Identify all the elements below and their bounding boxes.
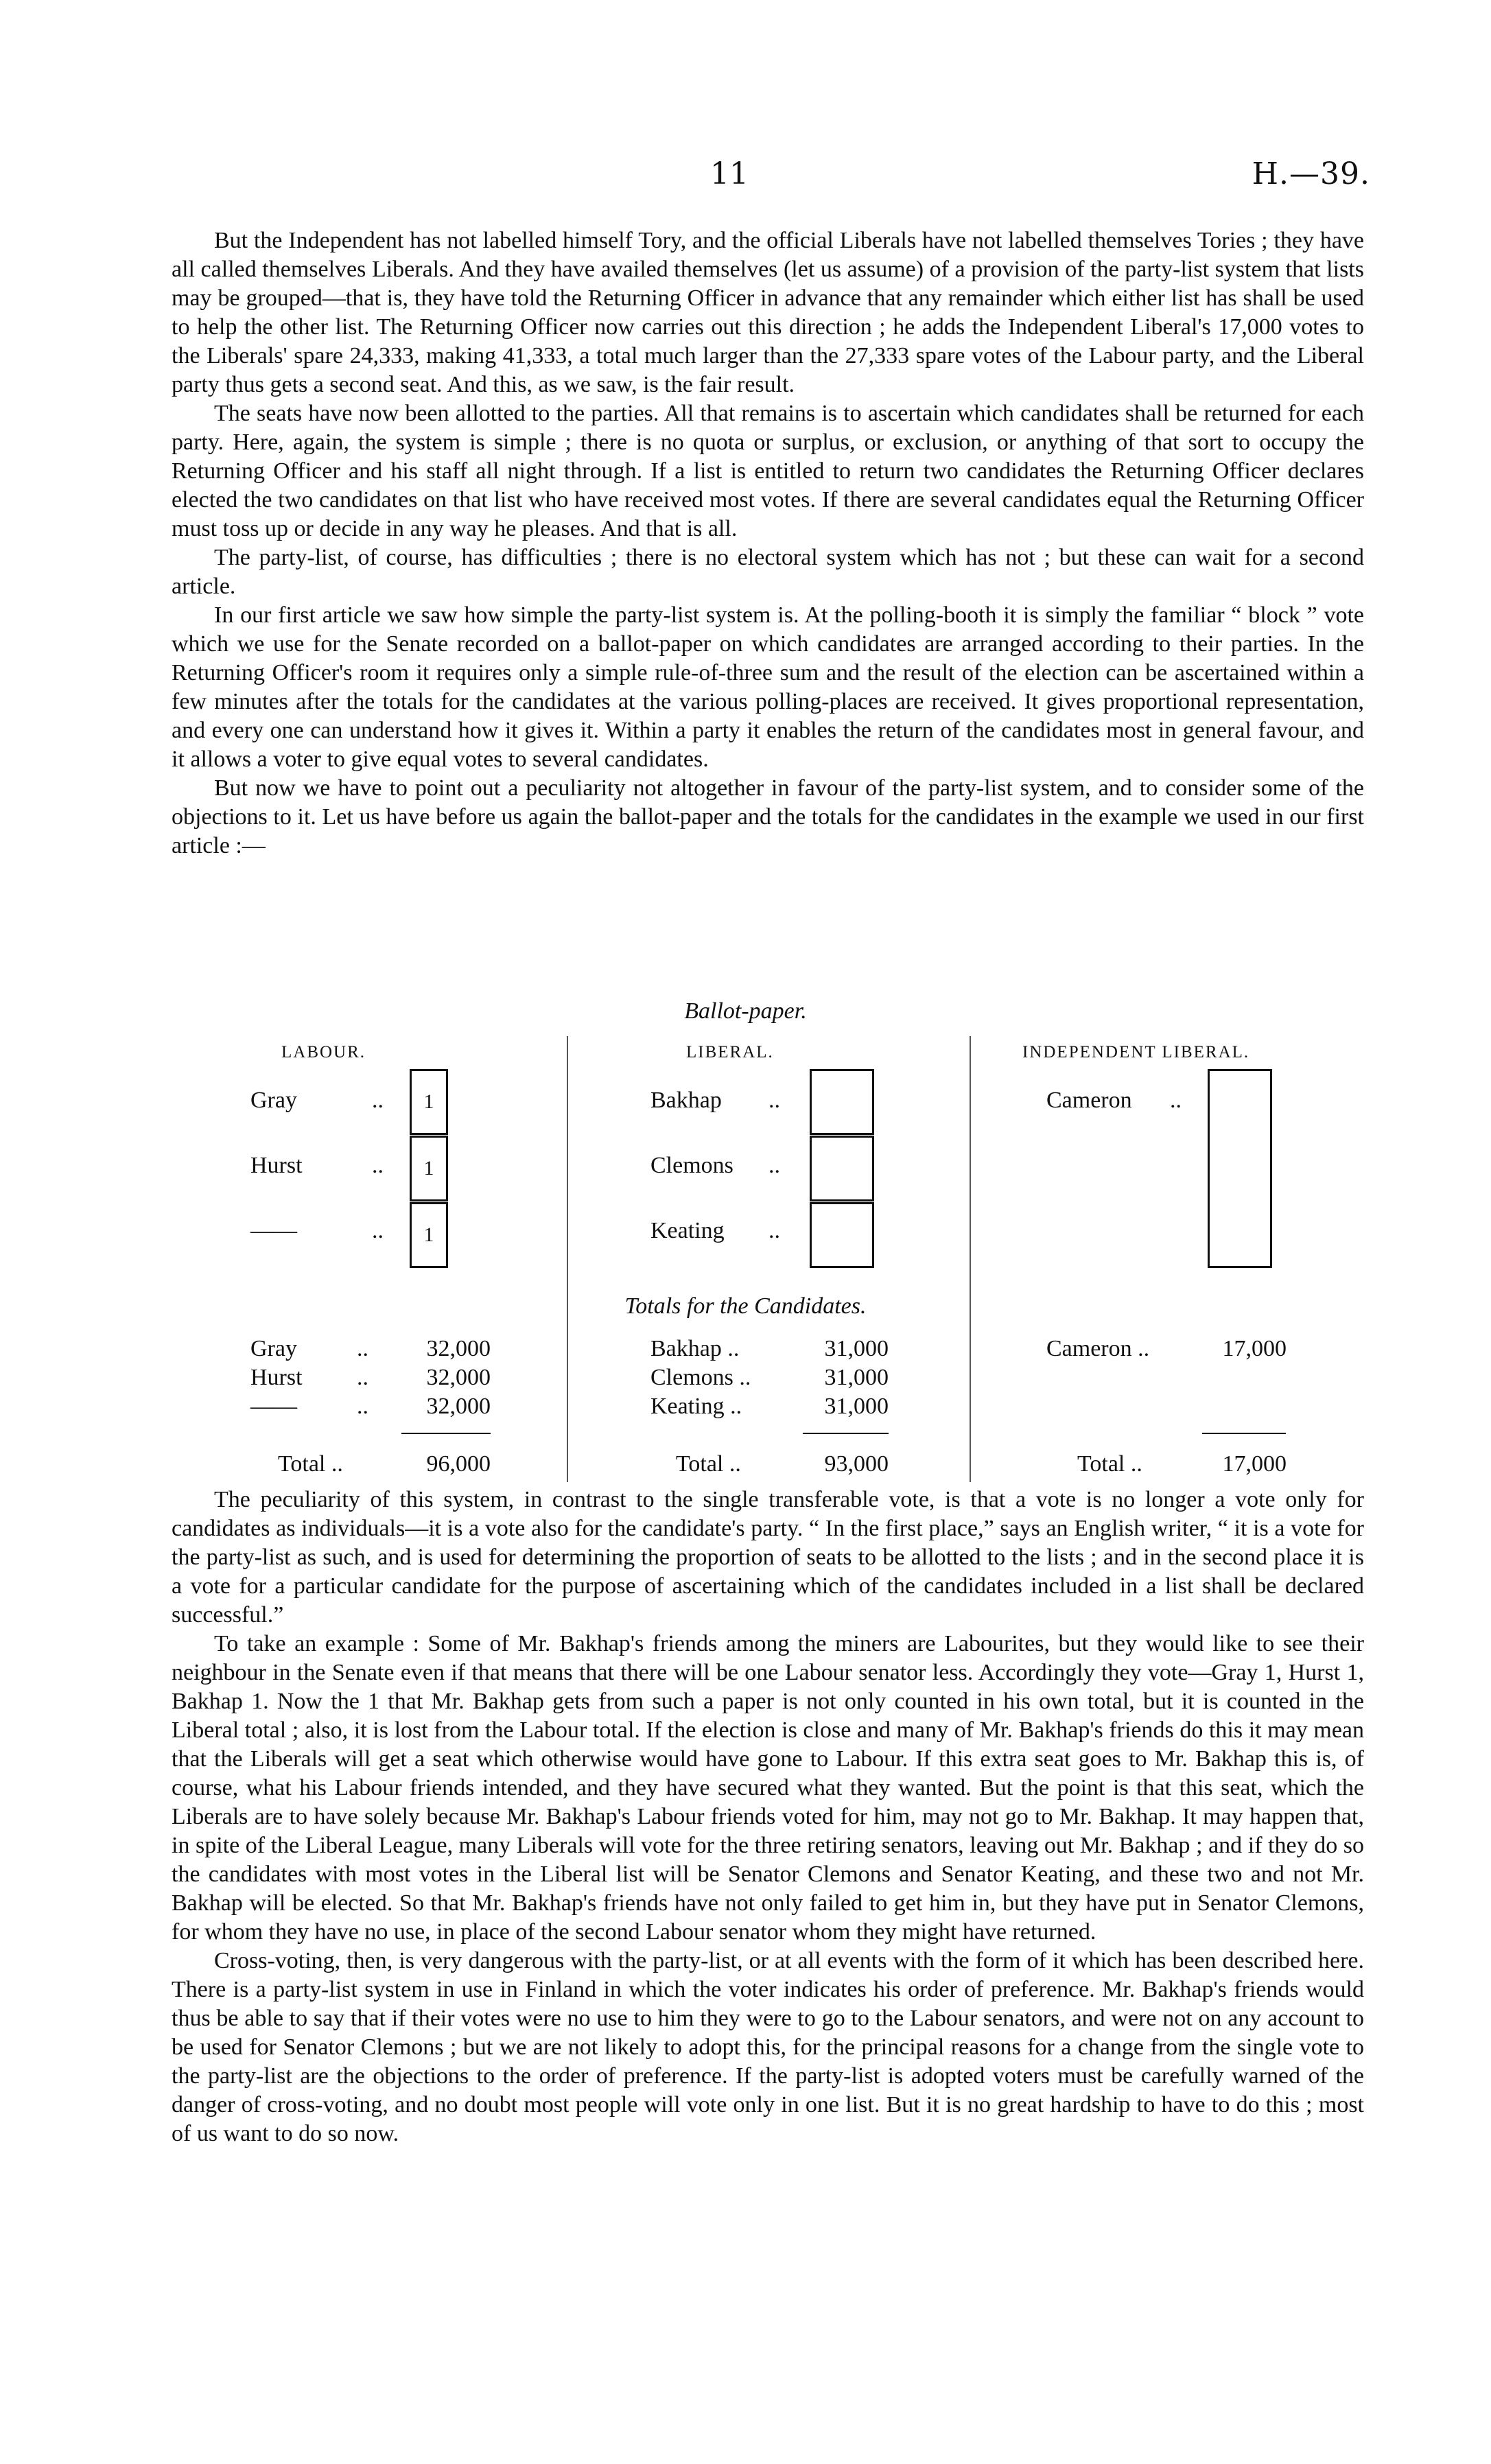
vote-box (810, 1069, 874, 1135)
leader-dots: .. (357, 1365, 368, 1390)
body-text-before-ballot (172, 226, 1364, 860)
leader-dots: .. (372, 1218, 384, 1243)
leader-dots: .. (357, 1394, 368, 1419)
paragraph: But the Independent has not labelled himself Tory, and the official Liberals have not labelled themselves Tories ; they have all called themselves Liberals. And they have availed themselves (let us assume) of a provision of the party-list system that lists may be grouped—that is, they have told the Returning Officer in advance that any remainder which either list has shall be used to help the other list. The Returning Officer now carries out this direction ; he adds the Independent Liberal's 17,000 votes to the Liberals' spare 24,333, making 41,333, a total much larger than the 27,333 spare votes of the Labour party, and the Liberal party thus gets a second seat. And this, as we saw, is the fair result. (172, 228, 1364, 397)
ballot-paper-heading: Ballot-paper. (684, 998, 807, 1024)
total-rule (401, 1433, 491, 1434)
vote-box (810, 1202, 874, 1268)
paragraph: Cross-voting, then, is very dangerous with the party-list, or at all events with the form of it which has been described here. There is a party-list system in use in Finland in which the voter indicates his order of preference. Mr. Bakhap's friends would thus be able to say that if their votes were no use to him they were to go to the Labour senators, and were not on any account to be used for Senator Clemons ; but we are not likely to adopt this, for the principal reasons for a change from the single vote to the party-list are the objections to the order of preference. If the party-list is adopted voters must be carefully warned of the danger of cross-voting, and no doubt most people will vote only in one list. But it is no great hardship to have to do this ; most of us want to do so now. (172, 1948, 1364, 2146)
totals-votes: 31,000 (824, 1336, 889, 1361)
total-label: Total .. (1077, 1451, 1142, 1477)
totals-candidate-name: Keating .. (650, 1394, 742, 1419)
ballot-candidate-name: Clemons (650, 1153, 733, 1178)
vote-box (410, 1069, 448, 1135)
leader-dots: .. (1170, 1088, 1182, 1113)
ballot-candidate-name: Bakhap (650, 1088, 722, 1113)
paragraph: The party-list, of course, has difficulties ; there is no electoral system which has not ; but these can wait for a second article. (172, 545, 1364, 599)
total-value: 96,000 (426, 1451, 491, 1477)
page-number: 11 (710, 156, 749, 191)
totals-votes: 32,000 (426, 1336, 491, 1361)
totals-candidate-name: Hurst (250, 1365, 303, 1390)
totals-candidate-name: Gray (250, 1336, 297, 1361)
leader-dots: .. (372, 1153, 384, 1178)
independent-column-heading: INDEPENDENT LIBERAL. (1022, 1043, 1250, 1061)
leader-dots: .. (372, 1088, 384, 1113)
vote-mark: 1 (423, 1090, 434, 1113)
ballot-candidate-name: —— (250, 1218, 297, 1243)
vote-box (810, 1136, 874, 1201)
totals-candidate-name: Clemons .. (650, 1365, 751, 1390)
vote-box (410, 1136, 448, 1201)
document-reference: H.—39. (1252, 156, 1370, 191)
column-divider (567, 1036, 568, 1482)
paragraph: The seats have now been allotted to the parties. All that remains is to ascertain which candidates shall be returned for each party. Here, again, the system is simple ; there is no quota or surplus, or exclusion, or anything of that sort to occupy the Returning Officer and his staff all night through. If a list is entitled to return two candidates the Returning Officer declares elected the two candidates on that list who have received most votes. If there are several candidates equal the Returning Officer must toss up or decide in any way he pleases. And that is all. (172, 401, 1364, 541)
liberal-column-heading: LIBERAL. (686, 1043, 774, 1061)
total-rule (1202, 1433, 1286, 1434)
totals-votes: 32,000 (426, 1394, 491, 1419)
body-text-after-ballot (172, 1486, 1364, 2148)
totals-votes: 32,000 (426, 1365, 491, 1390)
paragraph: In our first article we saw how simple the party-list system is. At the polling-booth it is simply the familiar “ block ” vote which we use for the Senate recorded on a ballot-paper on which candidates are arranged according to their parties. In the Returning Officer's room it requires only a simple rule-of-three sum and the result of the election can be ascertained within a few minutes after the totals for the candidates at the various polling-places are received. It gives proportional representation, and every one can understand how it gives it. Within a party it enables the return of the candidates most in general favour, and it allows a voter to give equal votes to several candidates. (172, 602, 1364, 772)
paragraph: But now we have to point out a peculiarity not altogether in favour of the party-list system, and to consider some of the objections to it. Let us have before us again the ballot-paper and the totals for the candidates in the example we used in our first article :— (172, 775, 1364, 858)
totals-votes: 31,000 (824, 1394, 889, 1419)
ballot-candidate-name: Gray (250, 1088, 297, 1113)
leader-dots: .. (768, 1088, 780, 1113)
ballot-candidate-name: Hurst (250, 1153, 303, 1178)
ballot-candidate-name: Keating (650, 1218, 725, 1243)
total-label: Total .. (676, 1451, 741, 1477)
total-rule (803, 1433, 889, 1434)
totals-votes: 31,000 (824, 1365, 889, 1390)
vote-mark: 1 (423, 1157, 434, 1180)
totals-candidate-name: Cameron .. (1046, 1336, 1150, 1361)
leader-dots: .. (768, 1218, 780, 1243)
total-label: Total .. (278, 1451, 343, 1477)
totals-votes: 17,000 (1222, 1336, 1287, 1361)
totals-candidate-name: —— (250, 1394, 297, 1419)
paragraph: The peculiarity of this system, in contrast to the single transferable vote, is that a vote is no longer a vote only for candidates as individuals—it is a vote also for the candidate's party. “ In the first place,” says an English writer, “ it is a vote for the party-list as such, and is used for determining the proportion of seats to be allotted to the lists ; and in the second place it is a vote for a particular candidate for the purpose of ascertaining which of the candidates included in a list shall be declared successful.” (172, 1487, 1364, 1628)
vote-mark: 1 (423, 1223, 434, 1246)
ballot-candidate-name: Cameron (1046, 1088, 1132, 1113)
labour-column-heading: LABOUR. (281, 1043, 366, 1061)
vote-box (1208, 1069, 1272, 1268)
vote-box (410, 1202, 448, 1268)
total-value: 93,000 (824, 1451, 889, 1477)
leader-dots: .. (768, 1153, 780, 1178)
column-divider (970, 1036, 971, 1482)
totals-candidate-name: Bakhap .. (650, 1336, 740, 1361)
paragraph: To take an example : Some of Mr. Bakhap's friends among the miners are Labourites, but they would like to see their neighbour in the Senate even if that means that there will be one Labour senator less. Accordingly they vote—Gray 1, Hurst 1, Bakhap 1. Now the 1 that Mr. Bakhap gets from such a paper is not only counted in his own total, but it is counted in the Liberal total ; also, it is lost from the Labour total. If the election is close and many of Mr. Bakhap's friends do this it may mean that the Liberals will get a seat which otherwise would have gone to Labour. If this extra seat goes to Mr. Bakhap this is, of course, what his Labour friends intended, and they have secured what they wanted. But the point is that this seat, which the Liberals are to have solely because Mr. Bakhap's Labour friends voted for him, may not go to Mr. Bakhap. It may happen that, in spite of the Liberal League, many Liberals will vote for the three retiring senators, leaving out Mr. Bakhap ; and if they do so the candidates with most votes in the Liberal list will be Senator Clemons and Senator Keating, and these two and not Mr. Bakhap will be elected. So that Mr. Bakhap's friends have not only failed to get him in, but they have put in Senator Clemons, for whom they have no use, in place of the second Labour senator whom they might have returned. (172, 1631, 1364, 1945)
leader-dots: .. (357, 1336, 368, 1361)
totals-heading: Totals for the Candidates. (624, 1293, 867, 1319)
total-value: 17,000 (1222, 1451, 1287, 1477)
